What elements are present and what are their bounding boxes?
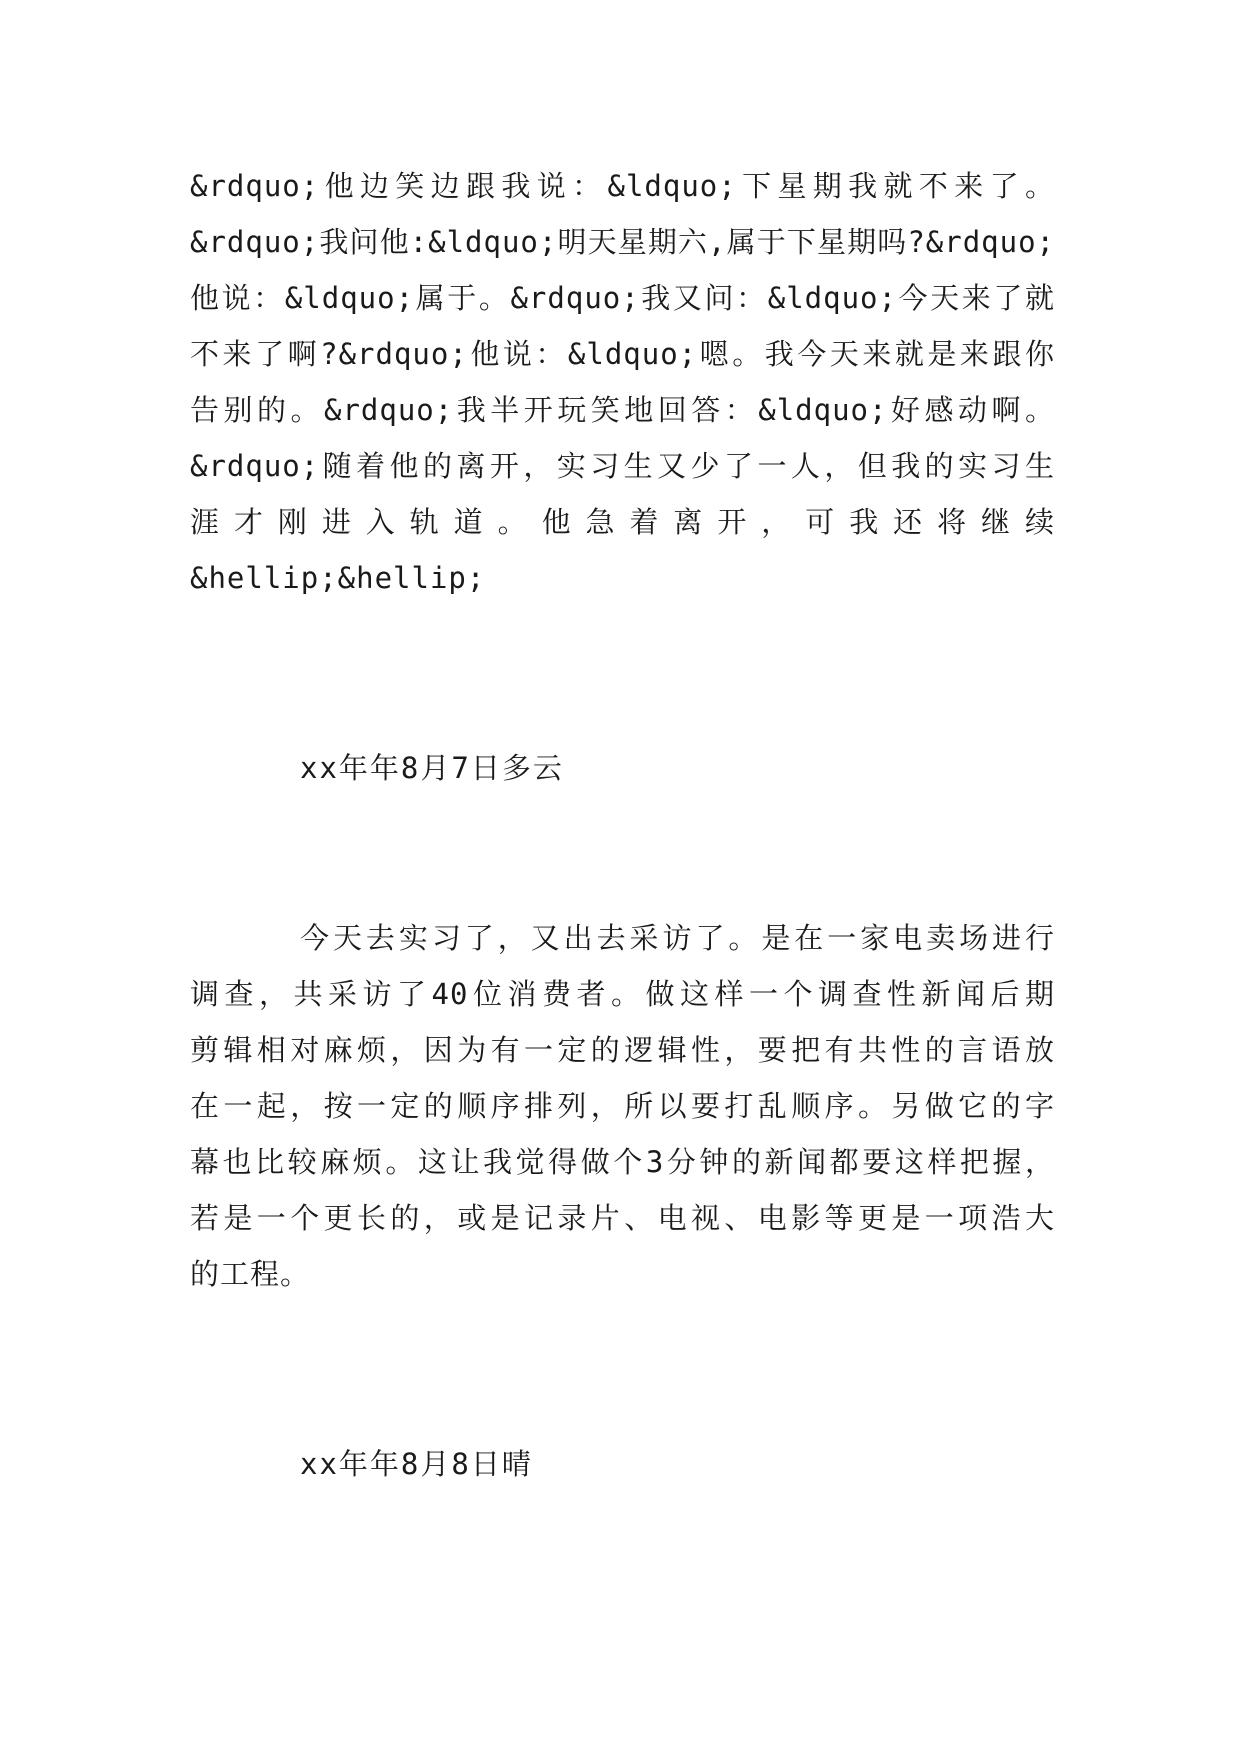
paragraph-line: 不来了啊?&rdquo;他说：&ldquo;嗯。我今天来就是来跟你 [190,337,1055,371]
paragraph-line: 他说：&ldquo;属于。&rdquo;我又问：&ldquo;今天来了就 [190,281,1055,315]
diary-date-heading: xx年年8月8日晴 [300,1447,533,1481]
paragraph-line: &rdquo;随着他的离开，实习生又少了一人，但我的实习生 [190,449,1055,483]
paragraph-line: 的工程。 [190,1257,311,1291]
paragraph-line: &rdquo;我问他:&ldquo;明天星期六,属于下星期吗?&rdquo; [190,225,1055,259]
paragraph-line: 在一起，按一定的顺序排列，所以要打乱顺序。另做它的字 [190,1089,1055,1123]
paragraph-line: 告别的。&rdquo;我半开玩笑地回答：&ldquo;好感动啊。 [190,393,1055,427]
paragraph-line: 今天去实习了，又出去采访了。是在一家电卖场进行 [300,921,1055,955]
paragraph-line: 调查，共采访了40位消费者。做这样一个调查性新闻后期 [190,977,1055,1011]
paragraph-line: &hellip;&hellip; [190,561,486,595]
diary-date-heading: xx年年8月7日多云 [300,751,564,785]
paragraph-line: 若是一个更长的，或是记录片、电视、电影等更是一项浩大 [190,1201,1055,1235]
paragraph-line: &rdquo;他边笑边跟我说：&ldquo;下星期我就不来了。 [190,169,1055,203]
paragraph-line: 幕也比较麻烦。这让我觉得做个3分钟的新闻都要这样把握， [190,1145,1055,1179]
paragraph-line: 剪辑相对麻烦，因为有一定的逻辑性，要把有共性的言语放 [190,1033,1055,1067]
paragraph-line: 涯才刚进入轨道。他急着离开，可我还将继续 [190,505,1055,539]
